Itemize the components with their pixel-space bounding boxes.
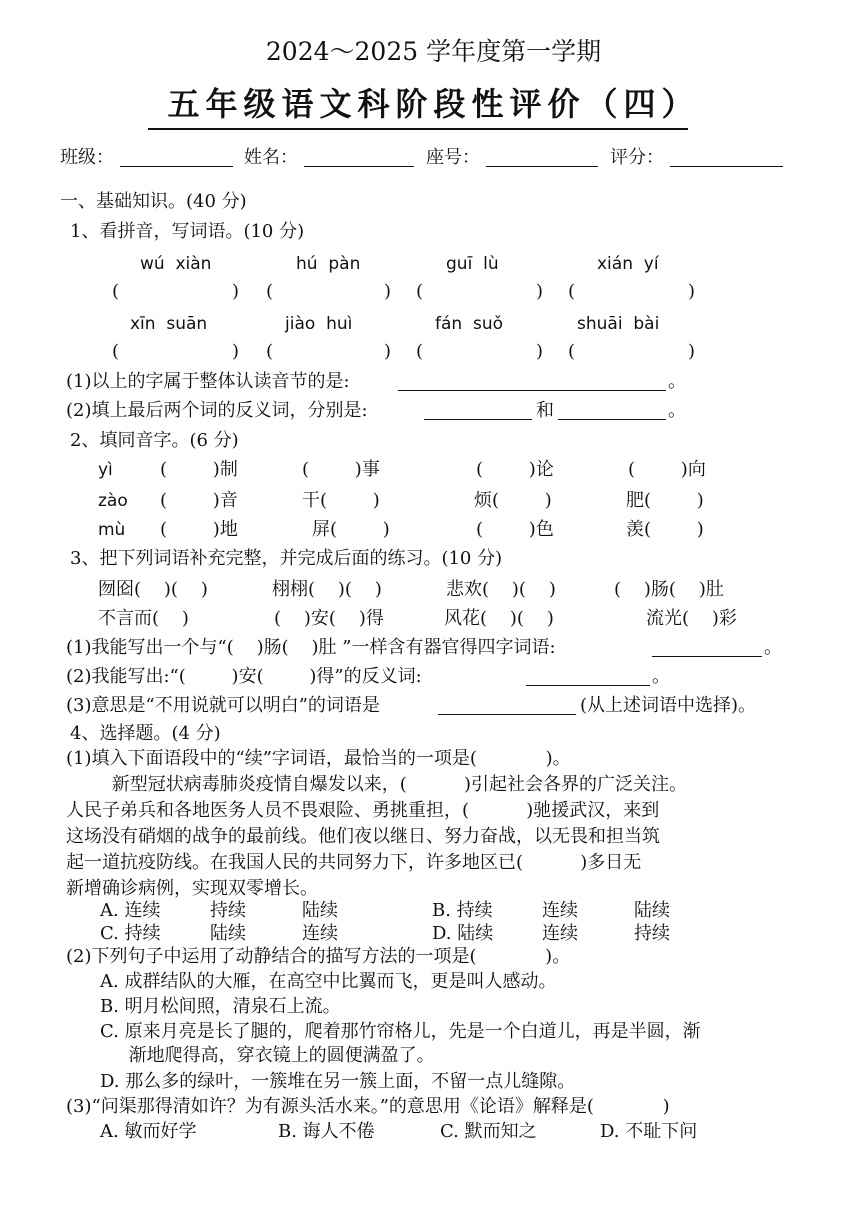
q1-sub2: (2)填上最后两个词的反义词，分别是: — [66, 400, 368, 421]
q3-sub3: (3)意思是“不用说就可以明白”的词语是 — [66, 695, 380, 716]
answer-line[interactable] — [558, 419, 666, 420]
q1-title: 1、看拼音，写词语。(10 分) — [70, 221, 305, 242]
pinyin: fán suǒ — [435, 314, 504, 334]
q2-title: 2、填同音字。(6 分) — [70, 430, 239, 451]
idiom-item: 栩栩( )( ) — [272, 579, 382, 600]
answer-box-close: ) — [232, 281, 240, 302]
option-b[interactable]: B. 诲人不倦 — [278, 1121, 375, 1142]
passage-line: 新增确诊病例，实现双零增长。 — [66, 878, 318, 899]
score-label: 评分： — [610, 147, 664, 168]
idiom-item: 悲欢( )( ) — [446, 579, 556, 600]
q3-sub2: (2)我能写出:“( )安( )得”的反义词: — [66, 666, 422, 687]
homophone-item: ( )制 — [160, 459, 238, 480]
pinyin: jiào huì — [285, 314, 353, 334]
pinyin: hú pàn — [296, 254, 361, 274]
homophone-item: ( )色 — [476, 519, 554, 540]
homophone-item: ( )论 — [476, 459, 554, 480]
homophone-pinyin: mù — [98, 520, 126, 540]
option-word: 陆续 — [302, 900, 338, 921]
answer-box-open: ( — [568, 341, 576, 362]
answer-line[interactable] — [398, 390, 666, 391]
answer-box-open: ( — [416, 341, 424, 362]
passage-line: 人民子弟兵和各地医务人员不畏艰险、勇挑重担，( )驰援武汉，来到 — [66, 800, 660, 821]
answer-box-close: ) — [384, 281, 392, 302]
q4-p3-stem: (3)“问渠那得清如许？为有源头活水来。”的意思用《论语》解释是( ) — [66, 1096, 670, 1117]
answer-box-open: ( — [416, 281, 424, 302]
section-heading: 一、基础知识。(40 分) — [60, 191, 247, 212]
option-b[interactable]: B. 持续 — [432, 900, 493, 921]
idiom-item: ( )肠( )肚 — [614, 579, 724, 600]
idiom-item: 囫囵( )( ) — [98, 579, 208, 600]
homophone-item: ( )音 — [160, 490, 238, 511]
answer-box-close: ) — [688, 341, 696, 362]
pinyin: shuāi bài — [577, 314, 660, 334]
idiom-item: ( )安( )得 — [274, 608, 384, 629]
pinyin: guī lù — [446, 254, 499, 274]
class-label: 班级： — [60, 147, 114, 168]
option-word: 连续 — [302, 923, 338, 944]
class-field[interactable] — [120, 166, 233, 167]
term-heading: 2024～2025 学年度第一学期 — [265, 37, 602, 66]
idiom-item: 不言而( ) — [98, 608, 189, 629]
seat-field[interactable] — [486, 166, 598, 167]
period: 。 — [668, 400, 686, 421]
seat-label: 座号： — [426, 147, 480, 168]
homophone-pinyin: yì — [98, 460, 113, 480]
option-b[interactable]: B. 明月松间照，清泉石上流。 — [100, 996, 341, 1017]
answer-box-close: ) — [536, 341, 544, 362]
answer-box-open: ( — [112, 281, 120, 302]
option-a[interactable]: A. 敏而好学 — [100, 1121, 197, 1142]
option-word: 持续 — [210, 900, 246, 921]
score-field[interactable] — [670, 166, 783, 167]
exam-title: 五年级语文科阶段性评价（四） — [167, 85, 700, 123]
option-d[interactable]: D. 陆续 — [432, 923, 494, 944]
homophone-item: ( )向 — [628, 459, 706, 480]
q4-title: 4、选择题。(4 分) — [70, 723, 221, 744]
passage-line: 这场没有硝烟的战争的最前线。他们夜以继日、努力奋战，以无畏和担当筑 — [66, 826, 660, 847]
idiom-item: 风花( )( ) — [444, 608, 554, 629]
homophone-pinyin: zào — [98, 491, 128, 511]
answer-line[interactable] — [526, 685, 650, 686]
option-word: 持续 — [634, 923, 670, 944]
q1-sub1: (1)以上的字属于整体认读音节的是: — [66, 371, 350, 392]
q3-sub3-suffix: (从上述词语中选择)。 — [580, 695, 757, 716]
pinyin: xīn suān — [130, 314, 208, 334]
title-underline — [148, 128, 688, 130]
answer-line[interactable] — [652, 656, 762, 657]
option-word: 陆续 — [210, 923, 246, 944]
option-c[interactable]: C. 默而知之 — [440, 1121, 537, 1142]
q4-p1-stem: (1)填入下面语段中的“续”字词语，最恰当的一项是( )。 — [66, 748, 571, 769]
homophone-item: 羡( ) — [626, 519, 704, 540]
option-d[interactable]: D. 那么多的绿叶，一簇堆在另一簇上面，不留一点儿缝隙。 — [100, 1071, 576, 1092]
idiom-item: 流光( )彩 — [646, 608, 737, 629]
option-continuation: 渐地爬得高，穿衣镜上的圆便满盈了。 — [100, 1045, 435, 1066]
homophone-item: 干( ) — [302, 490, 380, 511]
name-field[interactable] — [304, 166, 414, 167]
answer-box-close: ) — [536, 281, 544, 302]
homophone-item: 屏( ) — [312, 519, 390, 540]
q3-title: 3、把下列词语补充完整，并完成后面的练习。(10 分) — [70, 548, 503, 569]
pinyin: wú xiàn — [140, 254, 212, 274]
answer-line[interactable] — [438, 714, 576, 715]
option-word: 连续 — [542, 900, 578, 921]
option-a[interactable]: A. 成群结队的大雁，在高空中比翼而飞，更是叫人感动。 — [100, 971, 557, 992]
pinyin: xián yí — [597, 254, 659, 274]
homophone-item: ( )地 — [160, 519, 238, 540]
option-a[interactable]: A. 连续 — [100, 900, 161, 921]
answer-box-close: ) — [232, 341, 240, 362]
q3-sub1: (1)我能写出一个与“( )肠( )肚 ”一样含有器官得四字词语: — [66, 637, 556, 658]
option-word: 陆续 — [634, 900, 670, 921]
period: 。 — [668, 371, 686, 392]
answer-box-open: ( — [266, 281, 274, 302]
homophone-item: 肥( ) — [626, 490, 704, 511]
q4-p2-stem: (2)下列句子中运用了动静结合的描写方法的一项是( )。 — [66, 946, 571, 967]
name-label: 姓名： — [244, 147, 298, 168]
and-word: 和 — [536, 400, 554, 421]
period: 。 — [652, 666, 670, 687]
passage-line: 起一道抗疫防线。在我国人民的共同努力下，许多地区已( )多日无 — [66, 852, 642, 873]
homophone-item: 烦( ) — [474, 490, 552, 511]
answer-box-close: ) — [384, 341, 392, 362]
option-d[interactable]: D. 不耻下问 — [600, 1121, 698, 1142]
homophone-item: ( )事 — [302, 459, 380, 480]
option-word: 连续 — [542, 923, 578, 944]
answer-box-close: ) — [688, 281, 696, 302]
answer-line[interactable] — [424, 419, 532, 420]
option-c[interactable]: C. 原来月亮是长了腿的，爬着那竹帘格儿，先是一个白道儿，再是半圆，渐 — [100, 1021, 701, 1042]
answer-box-open: ( — [266, 341, 274, 362]
option-c[interactable]: C. 持续 — [100, 923, 161, 944]
passage-line: 新型冠状病毒肺炎疫情自爆发以来，( )引起社会各界的广泛关注。 — [66, 774, 688, 795]
answer-box-open: ( — [568, 281, 576, 302]
answer-box-open: ( — [112, 341, 120, 362]
period: 。 — [764, 637, 782, 658]
